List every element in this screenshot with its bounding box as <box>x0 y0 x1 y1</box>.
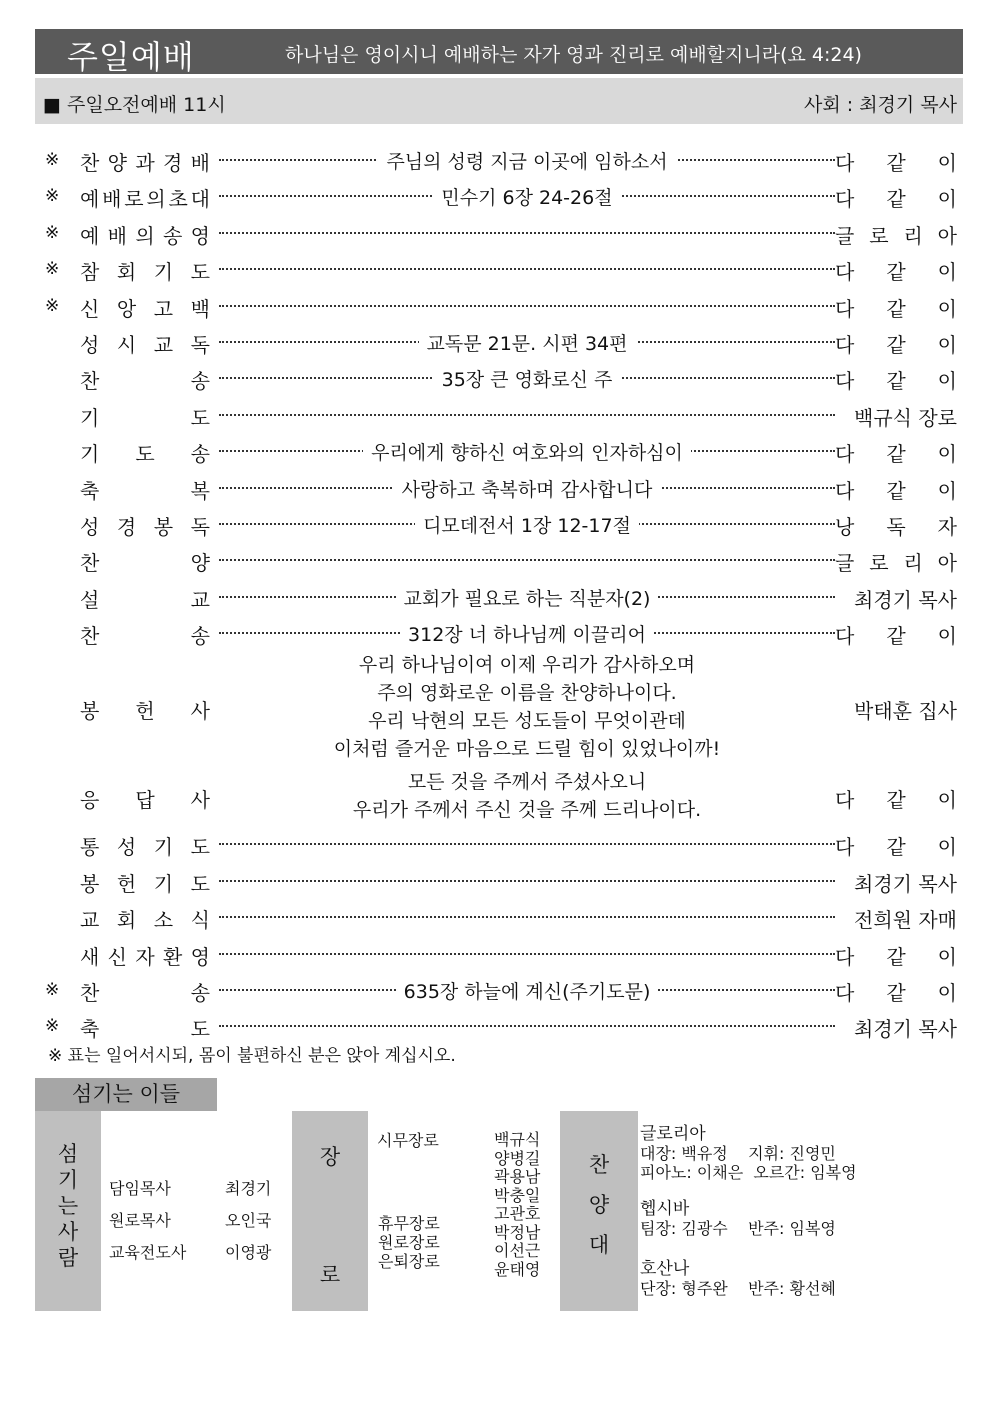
order-item-detail-text: 사랑하고 축복하며 감사합니다 <box>394 479 661 501</box>
order-item-label <box>80 365 210 394</box>
responder-char: 글 <box>835 223 855 248</box>
stand-marker: ※ <box>45 259 60 280</box>
responder-char: 다 <box>835 478 855 503</box>
servers-column-head <box>35 1111 101 1311</box>
responder-char: 다 <box>835 151 855 175</box>
order-item-responder <box>835 547 957 576</box>
responder-char: 같 <box>886 981 906 1006</box>
service-name: ■ 주일오전예배 11시 <box>43 94 226 116</box>
offering-prayer <box>219 651 835 763</box>
choir-name: 호산나 <box>640 1259 690 1279</box>
label-char: 기 <box>153 835 174 860</box>
response-item <box>35 768 963 826</box>
label-char: 예 <box>80 187 100 212</box>
label-char: 초 <box>168 187 188 212</box>
responder-char: 리 <box>903 223 923 248</box>
order-item-detail <box>219 183 835 210</box>
label-char: 응 <box>80 788 100 813</box>
responder-char: 이 <box>937 835 957 860</box>
choir-detail: 단장: 형주완 반주: 황선혜 <box>640 1279 836 1298</box>
label-char: 헌 <box>135 699 155 724</box>
order-item-detail-text: 디모데전서 1장 12-17절 <box>415 515 639 537</box>
label-char: 축 <box>80 478 100 503</box>
label-char: 참 <box>80 260 100 285</box>
responder-char: 리 <box>903 551 923 576</box>
order-item-label <box>80 584 210 613</box>
order-item-detail <box>219 475 835 502</box>
servers-grid <box>35 1111 963 1311</box>
order-item-label <box>80 547 210 576</box>
leader-dots <box>219 843 835 845</box>
responder-char: 이 <box>937 369 957 394</box>
label-char: 찬 <box>80 369 100 394</box>
elders-head-bottom: 로 <box>319 1263 341 1287</box>
label-char: 성 <box>80 514 100 539</box>
minister-role: 원로목사 <box>109 1211 171 1230</box>
label-char: 기 <box>153 871 174 896</box>
label-char: 성 <box>80 332 100 357</box>
stand-marker: ※ <box>45 1016 60 1037</box>
choir-column-head <box>560 1111 638 1311</box>
servers-head-text: 섬 기 는 사 람 <box>57 1142 79 1270</box>
order-item-detail <box>219 147 835 174</box>
label-char: 봉 <box>80 871 100 896</box>
responder-char: 같 <box>886 369 906 394</box>
responder-char: 낭 <box>835 514 855 539</box>
label-char: 신 <box>80 296 100 321</box>
label-char: 환 <box>162 944 183 969</box>
offering-item <box>35 651 963 768</box>
order-item-responder <box>835 329 957 358</box>
label-char: 과 <box>135 151 155 175</box>
label-char: 로 <box>124 187 144 212</box>
choir-list <box>640 1119 960 1314</box>
label-char: 배 <box>190 151 210 175</box>
responder-char: 같 <box>886 788 906 813</box>
order-item-responder <box>835 784 957 813</box>
order-item-responder <box>835 475 957 504</box>
label-char: 도 <box>190 405 210 430</box>
responder-char: 같 <box>886 624 906 649</box>
elders-head-top: 장 <box>319 1145 341 1169</box>
label-char: 성 <box>116 835 137 860</box>
choir-detail: 팀장: 김광수 반주: 임복영 <box>640 1219 836 1238</box>
offering-line: 이처럼 즐거운 마음으로 드릴 힘이 있었나이까! <box>333 738 721 761</box>
leader-dots <box>219 880 835 882</box>
responder-char: 같 <box>886 296 906 321</box>
order-item <box>35 324 963 360</box>
label-char: 의 <box>146 187 166 212</box>
order-item <box>35 936 963 972</box>
label-char: 복 <box>190 478 210 503</box>
responder-char: 백규식 장로 <box>854 405 957 430</box>
choir-detail: 대장: 백유정 지휘: 진영민 <box>640 1144 836 1163</box>
label-char: 교 <box>190 587 210 612</box>
responder-char: 다 <box>835 442 855 467</box>
stand-marker: ※ <box>45 295 60 316</box>
ministers-roles <box>109 1173 186 1269</box>
responder-char: 최경기 목사 <box>854 871 957 896</box>
label-char: 앙 <box>116 296 137 321</box>
label-char: 경 <box>162 151 183 175</box>
label-char: 찬 <box>80 151 100 175</box>
responder-char: 같 <box>886 442 906 467</box>
label-char: 백 <box>190 296 210 321</box>
choir-name: 헵시바 <box>640 1199 690 1219</box>
order-item <box>35 1008 963 1044</box>
label-char: 도 <box>190 260 210 285</box>
elder-names: 백규식 양병길 곽용남 박충일 고관호 박정남 이선근 윤태영 <box>494 1130 541 1279</box>
order-item-responder <box>835 620 957 649</box>
order-item-label <box>80 293 210 322</box>
order-item-detail <box>219 584 835 611</box>
minister-name: 오인국 <box>225 1211 272 1230</box>
label-char: 영 <box>190 944 210 969</box>
active-elder-role: 시무장로 <box>377 1131 439 1150</box>
minister-role: 담임목사 <box>109 1179 171 1198</box>
order-item-label <box>80 220 210 249</box>
service-subheader <box>35 78 963 124</box>
label-char: 송 <box>190 981 210 1006</box>
ministers-names <box>225 1173 271 1269</box>
label-char: 송 <box>190 369 210 394</box>
choir-block <box>640 1119 960 1182</box>
label-char: 신 <box>107 944 127 969</box>
label-char: 기 <box>153 260 174 285</box>
label-char: 찬 <box>80 551 100 576</box>
order-item <box>35 397 963 433</box>
label-char: 배 <box>102 187 122 212</box>
responder-char: 이 <box>937 151 957 175</box>
order-item <box>35 615 963 651</box>
responder-char: 최경기 목사 <box>854 1017 957 1042</box>
order-item <box>35 360 963 396</box>
order-item-detail <box>219 438 835 465</box>
response-line: 모든 것을 주께서 주셨사오니 <box>407 771 647 794</box>
order-item-responder <box>835 402 957 431</box>
label-char: 사 <box>190 699 210 724</box>
responder-char: 다 <box>835 624 855 649</box>
order-item <box>35 251 963 287</box>
order-item-responder <box>835 183 957 212</box>
responder-char: 다 <box>835 296 855 321</box>
label-char: 독 <box>190 332 210 357</box>
order-item <box>35 972 963 1008</box>
label-char: 헌 <box>116 871 137 896</box>
order-item-responder <box>835 941 957 970</box>
order-item-responder <box>835 977 957 1006</box>
responder-char: 이 <box>937 332 957 357</box>
responder-char: 아 <box>937 223 957 248</box>
choir-detail: 피아노: 이채은 오르간: 임복영 <box>640 1163 857 1182</box>
order-item-label <box>80 475 210 504</box>
order-item-detail-text: 635장 하늘에 계신(주기도문) <box>396 981 659 1003</box>
order-item-label <box>80 977 210 1006</box>
order-item-label <box>80 868 210 897</box>
responder-char: 최경기 목사 <box>854 587 957 612</box>
label-char: 도 <box>190 871 210 896</box>
label-char: 새 <box>80 944 100 969</box>
order-item-detail-text: 민수기 6장 24-26절 <box>433 187 620 209</box>
order-item-responder <box>835 365 957 394</box>
service-leader: 사회 : 최경기 목사 <box>804 94 957 116</box>
stand-marker: ※ <box>45 150 60 170</box>
responder-char: 다 <box>835 369 855 394</box>
order-item-detail-text: 312장 너 하나님께 이끌리어 <box>400 624 654 646</box>
responder-char: 이 <box>937 981 957 1006</box>
order-item-detail-text: 35장 큰 영화로신 주 <box>434 369 621 391</box>
label-char: 답 <box>135 788 155 813</box>
order-item-label <box>80 511 210 540</box>
order-item <box>35 579 963 615</box>
order-item <box>35 863 963 899</box>
page-title: 주일예배 <box>67 38 195 76</box>
order-item-detail <box>219 511 835 538</box>
label-char: 양 <box>107 151 127 175</box>
choir-block <box>640 1194 960 1238</box>
label-char: 송 <box>162 223 183 248</box>
order-item-detail-text: 주님의 성령 지금 이곳에 임하소서 <box>378 151 675 173</box>
leader-dots <box>219 559 835 561</box>
label-char: 식 <box>190 908 210 933</box>
responder-char: 같 <box>886 835 906 860</box>
label-char: 시 <box>116 332 137 357</box>
responder-char: 같 <box>886 187 906 212</box>
leader-dots <box>219 305 835 307</box>
label-char: 축 <box>80 1017 100 1042</box>
order-item-responder <box>835 511 957 540</box>
leader-dots <box>219 414 835 416</box>
label-char: 찬 <box>80 624 100 649</box>
responder-char: 다 <box>835 260 855 285</box>
servers-section-title: 섬기는 이들 <box>35 1078 217 1111</box>
order-item <box>35 178 963 214</box>
responder-char: 자 <box>937 514 957 539</box>
responder-char: 같 <box>886 944 906 969</box>
responder-char: 로 <box>869 223 889 248</box>
label-char: 설 <box>80 587 100 612</box>
responder-char: 이 <box>937 296 957 321</box>
label-char: 대 <box>190 187 210 212</box>
minister-name: 최경기 <box>225 1179 272 1198</box>
label-char: 자 <box>135 944 155 969</box>
responder-char: 박태훈 집사 <box>854 699 957 724</box>
label-char: 통 <box>80 835 100 860</box>
order-item-label <box>80 256 210 285</box>
minister-role: 교육전도사 <box>109 1243 187 1262</box>
leader-dots <box>219 232 835 234</box>
responder-char: 로 <box>869 551 889 576</box>
order-item-label <box>80 831 210 860</box>
response-prayer <box>219 768 835 824</box>
label-char: 도 <box>135 442 155 467</box>
responder-char: 이 <box>937 478 957 503</box>
stand-marker: ※ <box>45 980 60 1001</box>
order-item-responder <box>835 695 957 724</box>
label-char: 독 <box>190 514 210 539</box>
offering-line: 우리 하나님이여 이제 우리가 감사하오며 <box>358 654 696 677</box>
order-item <box>35 470 963 506</box>
order-item <box>35 506 963 542</box>
responder-char: 다 <box>835 944 855 969</box>
responder-char: 같 <box>886 151 906 175</box>
order-item-label <box>80 620 210 649</box>
choir-block <box>640 1254 960 1298</box>
order-item-responder <box>835 831 957 860</box>
order-item-responder <box>835 147 957 176</box>
order-item-responder <box>835 868 957 897</box>
responder-char: 다 <box>835 835 855 860</box>
stand-marker: ※ <box>45 186 60 207</box>
label-char: 영 <box>190 223 210 248</box>
label-char: 사 <box>190 788 210 813</box>
label-char: 의 <box>135 223 155 248</box>
leader-dots <box>219 268 835 270</box>
responder-char: 이 <box>937 187 957 212</box>
label-char: 양 <box>190 551 210 576</box>
responder-char: 같 <box>886 478 906 503</box>
label-char: 기 <box>80 405 100 430</box>
responder-char: 이 <box>937 624 957 649</box>
order-item-label <box>80 941 210 970</box>
leader-dots <box>219 916 835 918</box>
order-item-label <box>80 1013 210 1042</box>
order-item-label <box>80 402 210 431</box>
choir-head-text: 찬 양 대 <box>588 1153 610 1257</box>
label-char: 도 <box>190 1017 210 1042</box>
label-char: 교 <box>153 332 174 357</box>
label-char: 교 <box>80 908 100 933</box>
responder-char: 다 <box>835 332 855 357</box>
responder-char: 같 <box>886 260 906 285</box>
order-item-detail-text: 교독문 21문. 시편 34편 <box>419 333 636 355</box>
responder-char: 글 <box>835 551 855 576</box>
order-item <box>35 288 963 324</box>
order-item-responder <box>835 1013 957 1042</box>
order-item-responder <box>835 220 957 249</box>
label-char: 배 <box>107 223 127 248</box>
responder-char: 이 <box>937 442 957 467</box>
response-line: 우리가 주께서 주신 것을 주께 드리나이다. <box>352 799 702 822</box>
offering-line: 주의 영화로운 이름을 찬양하나이다. <box>377 682 677 705</box>
label-char: 기 <box>80 442 100 467</box>
label-char: 회 <box>116 908 137 933</box>
order-item-label <box>80 695 210 724</box>
label-char: 회 <box>116 260 137 285</box>
order-item <box>35 899 963 935</box>
order-item-label <box>80 784 210 813</box>
label-char: 봉 <box>153 514 174 539</box>
order-item-detail <box>219 329 835 356</box>
order-item-label <box>80 329 210 358</box>
label-char: 소 <box>153 908 174 933</box>
header-verse: 하나님은 영이시니 예배하는 자가 영과 진리로 예배할지니라(요 4:24) <box>285 44 862 66</box>
retired-elder-roles: 휴무장로 원로장로 은퇴장로 <box>378 1214 440 1271</box>
responder-char: 다 <box>835 981 855 1006</box>
order-item <box>35 433 963 469</box>
order-item-responder <box>835 584 957 613</box>
order-item <box>35 826 963 862</box>
minister-name: 이영광 <box>225 1243 272 1262</box>
leader-dots <box>219 1025 835 1027</box>
order-item-detail-text: 교회가 필요로 하는 직분자(2) <box>396 588 659 610</box>
label-char: 고 <box>153 296 174 321</box>
order-item-label <box>80 438 210 467</box>
order-item-responder <box>835 256 957 285</box>
responder-char: 아 <box>937 551 957 576</box>
responder-char: 이 <box>937 944 957 969</box>
order-item-detail <box>219 365 835 392</box>
label-char: 경 <box>116 514 137 539</box>
order-item <box>35 542 963 578</box>
order-item-label <box>80 183 210 212</box>
responder-char: 같 <box>886 332 906 357</box>
responder-char: 다 <box>835 187 855 212</box>
responder-char: 이 <box>937 260 957 285</box>
order-item-responder <box>835 438 957 467</box>
order-item-responder <box>835 293 957 322</box>
leader-dots <box>219 953 835 955</box>
order-item <box>35 215 963 251</box>
order-of-worship <box>35 142 963 1045</box>
stand-marker: ※ <box>45 222 60 243</box>
label-char: 예 <box>80 223 100 248</box>
label-char: 송 <box>190 442 210 467</box>
order-item-detail-text: 우리에게 향하신 여호와의 인자하심이 <box>363 442 691 464</box>
order-item-label <box>80 147 210 176</box>
order-item-responder <box>835 904 957 933</box>
label-char: 찬 <box>80 981 100 1006</box>
order-item-detail <box>219 620 835 647</box>
order-item-detail <box>219 977 835 1004</box>
elders-column-head <box>292 1111 368 1311</box>
responder-char: 전희원 자매 <box>854 908 957 933</box>
choir-name: 글로리아 <box>640 1124 706 1144</box>
page-header <box>35 29 963 74</box>
order-item <box>35 142 963 178</box>
responder-char: 이 <box>937 788 957 813</box>
offering-line: 우리 낙현의 모든 성도들이 무엇이관데 <box>368 710 686 733</box>
responder-char: 다 <box>835 788 855 813</box>
label-char: 송 <box>190 624 210 649</box>
label-char: 도 <box>190 835 210 860</box>
standing-note: ※ 표는 일어서시되, 몸이 불편하신 분은 앉아 계십시오. <box>48 1046 456 1066</box>
order-item-label <box>80 904 210 933</box>
responder-char: 독 <box>886 514 906 539</box>
label-char: 봉 <box>80 699 100 724</box>
